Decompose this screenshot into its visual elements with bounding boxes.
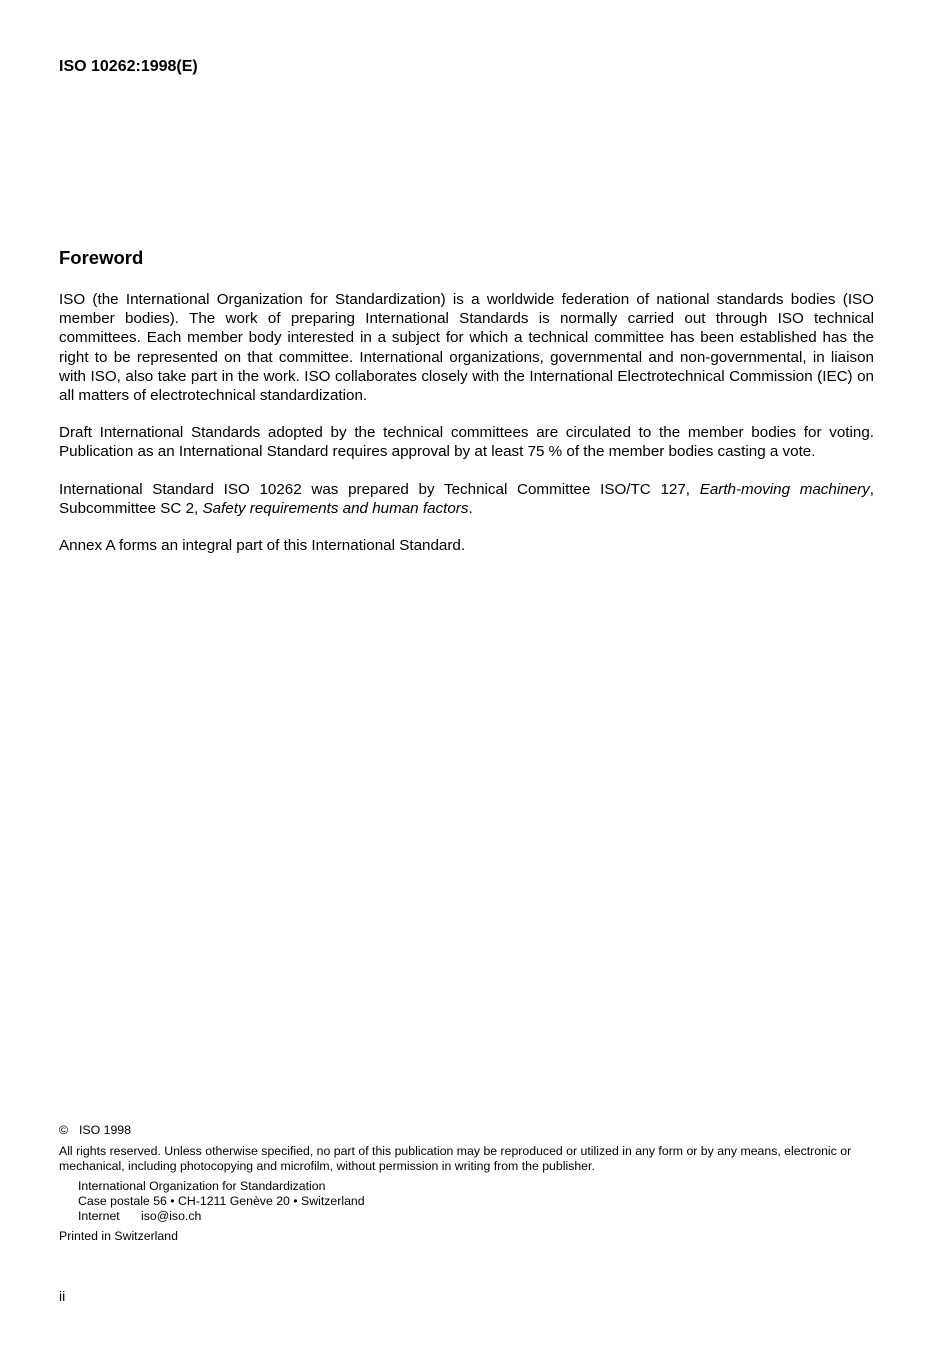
foreword-heading: Foreword <box>59 247 144 268</box>
publisher-internet <box>78 1209 879 1224</box>
foreword-paragraph-3 <box>59 480 874 518</box>
copyright-line <box>59 1123 879 1138</box>
foreword-paragraph-3-text-b: , Subcommittee SC 2, <box>59 480 874 517</box>
subcommittee-title: Safety requirements and human factors <box>202 499 469 517</box>
committee-title: Earth-moving machinery <box>699 480 870 498</box>
internet-address: iso@iso.ch <box>141 1209 202 1223</box>
foreword-paragraph-3-text-c: . <box>468 499 473 517</box>
printed-in: Printed in Switzerland <box>59 1229 178 1243</box>
internet-label: Internet <box>78 1209 120 1223</box>
foreword-paragraph-4: Annex A forms an integral part of this International Standard. <box>59 537 466 555</box>
document-id: ISO 10262:1998(E) <box>59 58 198 75</box>
foreword-paragraph-2: Draft International Standards adopted by the technical committees are circulated to the member bodies for voting. Publication as an International Standard requires approval by at least 75 % of the member bodies casting a vote. <box>59 424 874 461</box>
foreword-body <box>59 290 874 573</box>
publisher-address <box>78 1179 879 1224</box>
foreword-paragraph-3-text-a: International Standard ISO 10262 was prepared by Technical Committee ISO/TC 127, <box>59 480 700 498</box>
publisher-postal: Case postale 56 • CH-1211 Genève 20 • Switzerland <box>78 1194 365 1208</box>
rights-statement: All rights reserved. Unless otherwise specified, no part of this publication may be reproduced or utilized in any form or by any means, electronic or mechanical, including photocopying and microfilm, without permission in writing from the publisher. <box>59 1144 852 1173</box>
copyright-block <box>59 1123 879 1244</box>
foreword-paragraph-1: ISO (the International Organization for Standardization) is a worldwide federation of national standards bodies (ISO member bodies). The work of preparing International Standards is normally carried out through ISO technical committees. Each member body interested in a subject for which a technical committee has been established has the right to be represented on that committee. International organizations, governmental and non-governmental, in liaison with ISO, also take part in the work. ISO collaborates closely with the International Electrotechnical Commission (IEC) on all matters of electrotechnical standardization. <box>59 291 874 405</box>
copyright-symbol: © <box>59 1123 69 1137</box>
page-number: ii <box>59 1288 66 1304</box>
copyright-year: ISO 1998 <box>79 1123 131 1137</box>
publisher-name: International Organization for Standardization <box>78 1179 326 1193</box>
